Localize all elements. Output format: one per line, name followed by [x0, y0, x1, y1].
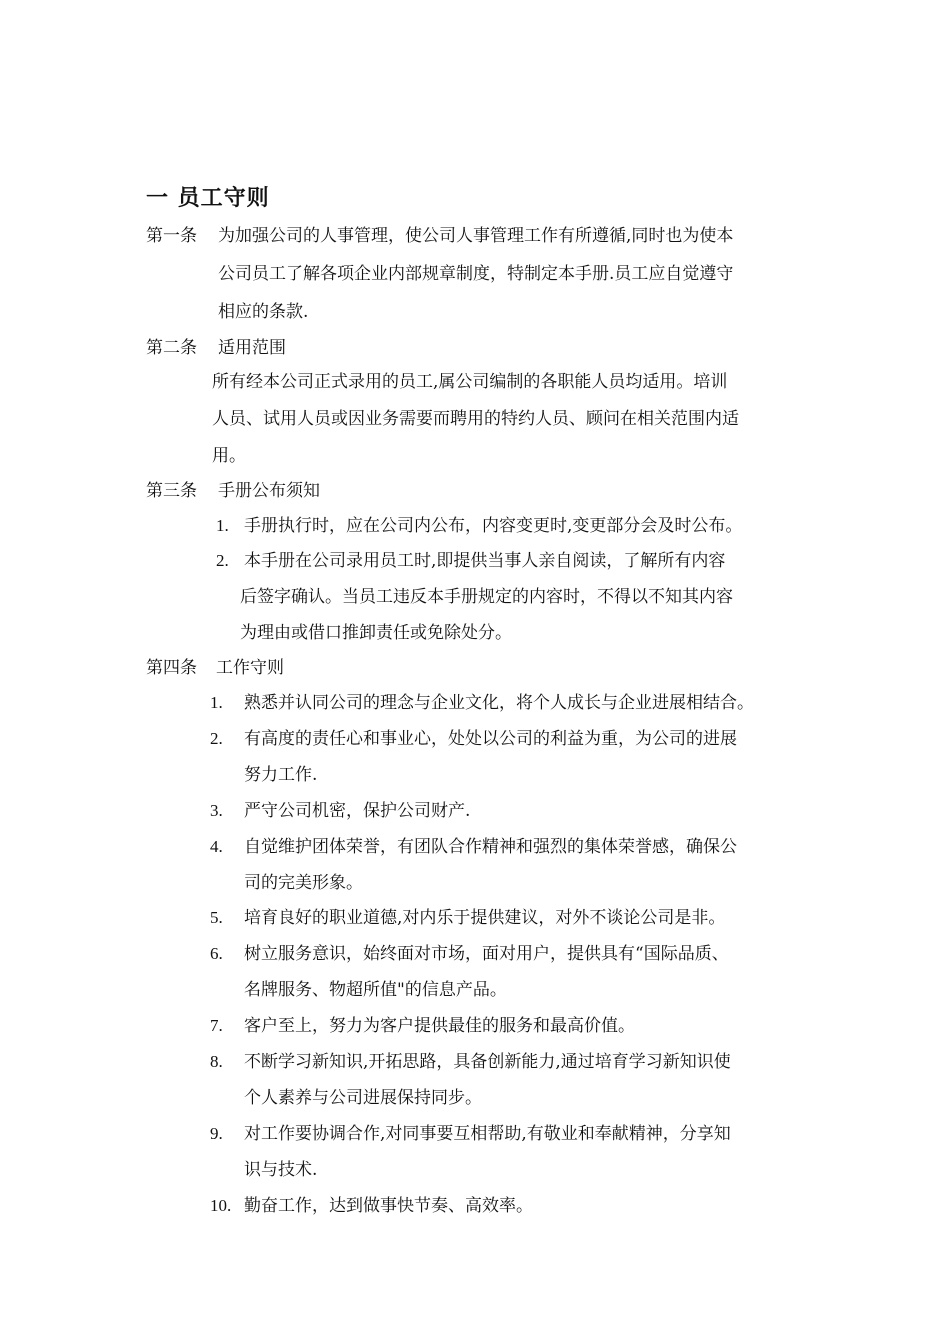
article4-item-2-line-1: 有高度的责任心和事业心，处处以公司的利益为重，为公司的进展	[244, 729, 737, 749]
article3-item-2-line-1: 本手册在公司录用员工时,即提供当事人亲自阅读，了解所有内容	[244, 551, 726, 571]
article4-item-10-number: 10.	[210, 1196, 232, 1215]
article3-item-1-number: 1.	[216, 516, 229, 535]
article4-item-8-number: 8.	[210, 1052, 223, 1071]
article4-item-5-line-1: 培育良好的职业道德,对内乐于提供建议，对外不谈论公司是非。	[244, 908, 726, 928]
article4-item-6-line-1: 树立服务意识，始终面对市场，面对用户，提供具有“国际品质、	[244, 944, 729, 964]
article4-item-3-line-1: 严守公司机密，保护公司财产.	[244, 801, 471, 821]
article4-item-10-line-1: 勤奋工作，达到做事快节奏、高效率。	[244, 1196, 533, 1216]
article4-item-1-line-1: 熟悉并认同公司的理念与企业文化，将个人成长与企业进展相结合。	[244, 693, 754, 713]
article4-item-6-number: 6.	[210, 944, 223, 963]
section-title: 一 员工守则	[146, 186, 270, 211]
article4-item-1-number: 1.	[210, 693, 223, 712]
article3-label: 第三条	[146, 481, 197, 501]
article4-item-9-line-2: 识与技术.	[244, 1160, 318, 1180]
article4-item-4-line-2: 司的完美形象。	[244, 873, 363, 893]
article3-item-2-line-2: 后签字确认。当员工违反本手册规定的内容时，不得以不知其内容	[240, 587, 733, 607]
article1-line-2: 公司员工了解各项企业内部规章制度，特制定本手册.员工应自觉遵守	[218, 264, 734, 284]
article4-heading: 工作守则	[216, 658, 284, 678]
article4-item-5-number: 5.	[210, 908, 223, 927]
article4-item-4-line-1: 自觉维护团体荣誉，有团队合作精神和强烈的集体荣誉感，确保公	[244, 837, 737, 857]
article4-item-9-line-1: 对工作要协调合作,对同事要互相帮助,有敬业和奉献精神，分享知	[244, 1124, 731, 1144]
article3-item-2-number: 2.	[216, 551, 229, 570]
article3-heading: 手册公布须知	[218, 481, 320, 501]
article2-heading: 适用范围	[218, 338, 286, 358]
article2-line-1: 所有经本公司正式录用的员工,属公司编制的各职能人员均适用。培训	[212, 372, 728, 392]
article3-item-2-line-3: 为理由或借口推卸责任或免除处分。	[240, 623, 512, 643]
article4-item-7-line-1: 客户至上，努力为客户提供最佳的服务和最高价值。	[244, 1016, 635, 1036]
article4-item-9-number: 9.	[210, 1124, 223, 1143]
article4-label: 第四条	[146, 658, 197, 678]
article4-item-7-number: 7.	[210, 1016, 223, 1035]
article4-item-3-number: 3.	[210, 801, 223, 820]
article2-label: 第二条	[146, 338, 197, 358]
article4-item-8-line-2: 个人素养与公司进展保持同步。	[244, 1088, 482, 1108]
article4-item-2-line-2: 努力工作.	[244, 765, 318, 785]
article4-item-8-line-1: 不断学习新知识,开拓思路，具备创新能力,通过培育学习新知识使	[244, 1052, 731, 1072]
article2-line-3: 用。	[212, 446, 246, 466]
article4-item-6-line-2: 名牌服务、物超所值"的信息产品。	[244, 980, 507, 1000]
article1-line-1: 为加强公司的人事管理，使公司人事管理工作有所遵循,同时也为使本	[218, 226, 734, 246]
article4-item-2-number: 2.	[210, 729, 223, 748]
article1-label: 第一条	[146, 226, 197, 246]
article4-item-4-number: 4.	[210, 837, 223, 856]
article2-line-2: 人员、试用人员或因业务需要而聘用的特约人员、顾问在相关范围内适	[212, 409, 739, 429]
article1-line-3: 相应的条款.	[218, 302, 309, 322]
article3-item-1-line-1: 手册执行时，应在公司内公布，内容变更时,变更部分会及时公布。	[244, 516, 743, 536]
